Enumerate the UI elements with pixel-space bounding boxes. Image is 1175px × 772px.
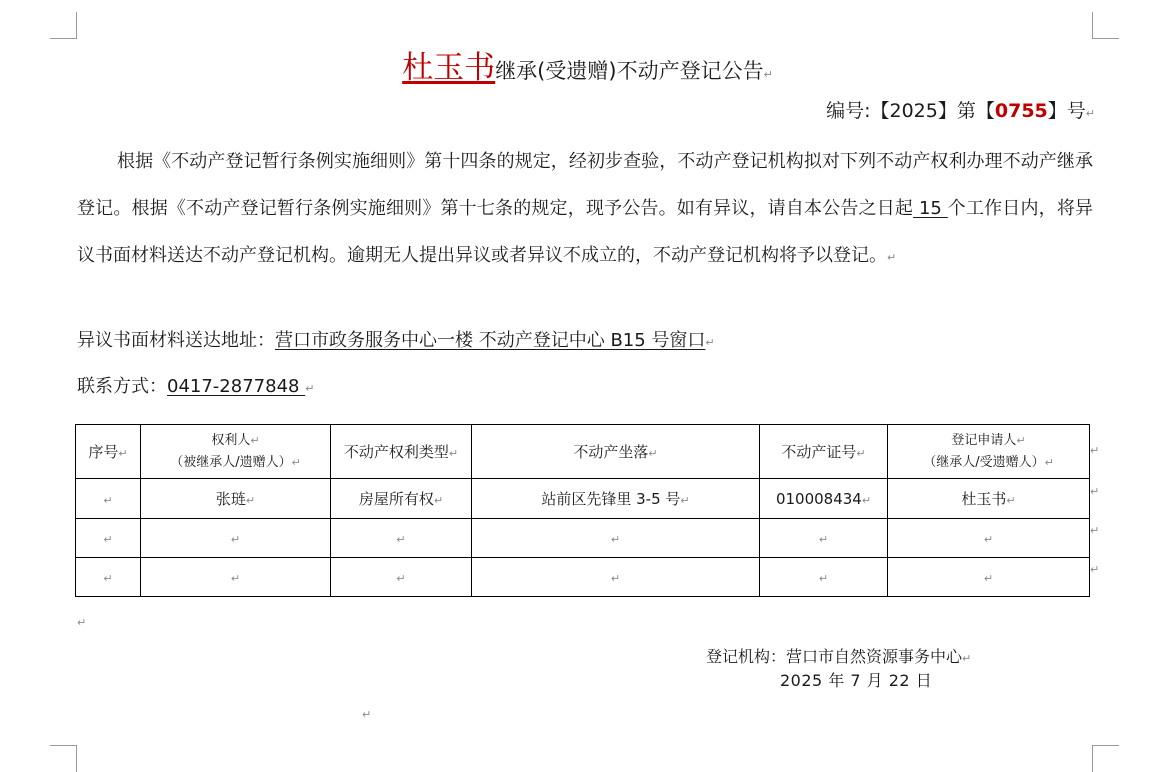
row-end-mark: ↵: [1090, 485, 1100, 498]
header-holder: 权利人↵ （被继承人/遗赠人）↵: [141, 425, 331, 479]
table-row-empty: ↵ ↵ ↵ ↵ ↵ ↵: [76, 558, 1090, 597]
document-title: [0, 42, 1175, 87]
header-right-type: 不动产权利类型↵: [331, 425, 472, 479]
crop-mark-top-right: [1092, 12, 1119, 39]
org-value: 营口市自然资源事务中心: [786, 647, 963, 666]
header-location: 不动产坐落↵: [472, 425, 760, 479]
header-applicant: 登记申请人↵ （继承人/受遗赠人）↵: [888, 425, 1090, 479]
applicant-name-title: 杜玉书: [402, 50, 496, 86]
paragraph-mark: ↵: [887, 251, 897, 264]
cell-location: 站前区先锋里 3-5 号↵: [472, 479, 760, 519]
row-end-mark: ↵: [1090, 563, 1100, 576]
title-text: 继承(受遗赠)不动产登记公告: [495, 59, 764, 83]
registration-authority: [706, 644, 971, 667]
table-row: [76, 479, 1090, 519]
table-header-row: [76, 425, 1090, 479]
contact-info: [77, 372, 1093, 404]
paragraph-mark: ↵: [705, 336, 715, 349]
header-cert-no: 不动产证号↵: [760, 425, 888, 479]
paragraph-mark: ↵: [962, 652, 972, 665]
row-end-mark: ↵: [1090, 524, 1100, 537]
crop-mark-top-left: [50, 12, 77, 39]
paragraph-mark: ↵: [305, 382, 315, 395]
header-seq: 序号↵: [76, 425, 141, 479]
objection-days: 15: [913, 198, 948, 219]
table-row-empty: ↵ ↵ ↵ ↵ ↵ ↵: [76, 519, 1090, 558]
cell-seq: ↵: [76, 479, 141, 519]
paragraph-mark: ↵: [77, 616, 87, 629]
cell-applicant: 杜玉书↵: [888, 479, 1090, 519]
paragraph-mark: ↵: [1085, 107, 1095, 120]
org-label: 登记机构：: [706, 647, 787, 666]
crop-mark-bottom-left: [50, 745, 77, 772]
serial-year: 2025: [889, 100, 938, 122]
cell-holder: 张琏↵: [141, 479, 331, 519]
paragraph-mark: ↵: [763, 68, 773, 81]
contact-label: 联系方式：: [77, 376, 167, 397]
announcement-body: 根据《不动产登记暂行条例实施细则》第十四条的规定，经初步查验，不动产登记机构拟对下列不动产权利办理不动产继承登记。根据《不动产登记暂行条例实施细则》第十七条的规定，现予公告。如有异议，请自本公告之日起 15 个工作日内，将异议书面材料送达不动产登记机构。逾期无人提出异议或者异议不成立的，不动产登记机构将予以登记。↵: [77, 151, 1093, 266]
cell-cert-no: 010008434↵: [760, 479, 888, 519]
serial-no: 0755: [994, 100, 1048, 122]
paragraph-mark: ↵: [362, 708, 372, 721]
address-value: 营口市政务服务中心一楼 不动产登记中心 B15 号窗口: [275, 330, 706, 351]
serial-number: 编号:【2025】第【0755】号↵: [826, 100, 1095, 122]
row-end-mark: ↵: [1090, 444, 1100, 457]
announcement-date: 2025 年 7 月 22 日: [780, 671, 933, 690]
registration-table: [75, 424, 1090, 597]
cell-right-type: 房屋所有权↵: [331, 479, 472, 519]
contact-phone: 0417-2877848: [167, 376, 306, 397]
crop-mark-bottom-right: [1092, 745, 1119, 772]
address-label: 异议书面材料送达地址：: [77, 330, 275, 351]
objection-address: [77, 326, 1093, 358]
